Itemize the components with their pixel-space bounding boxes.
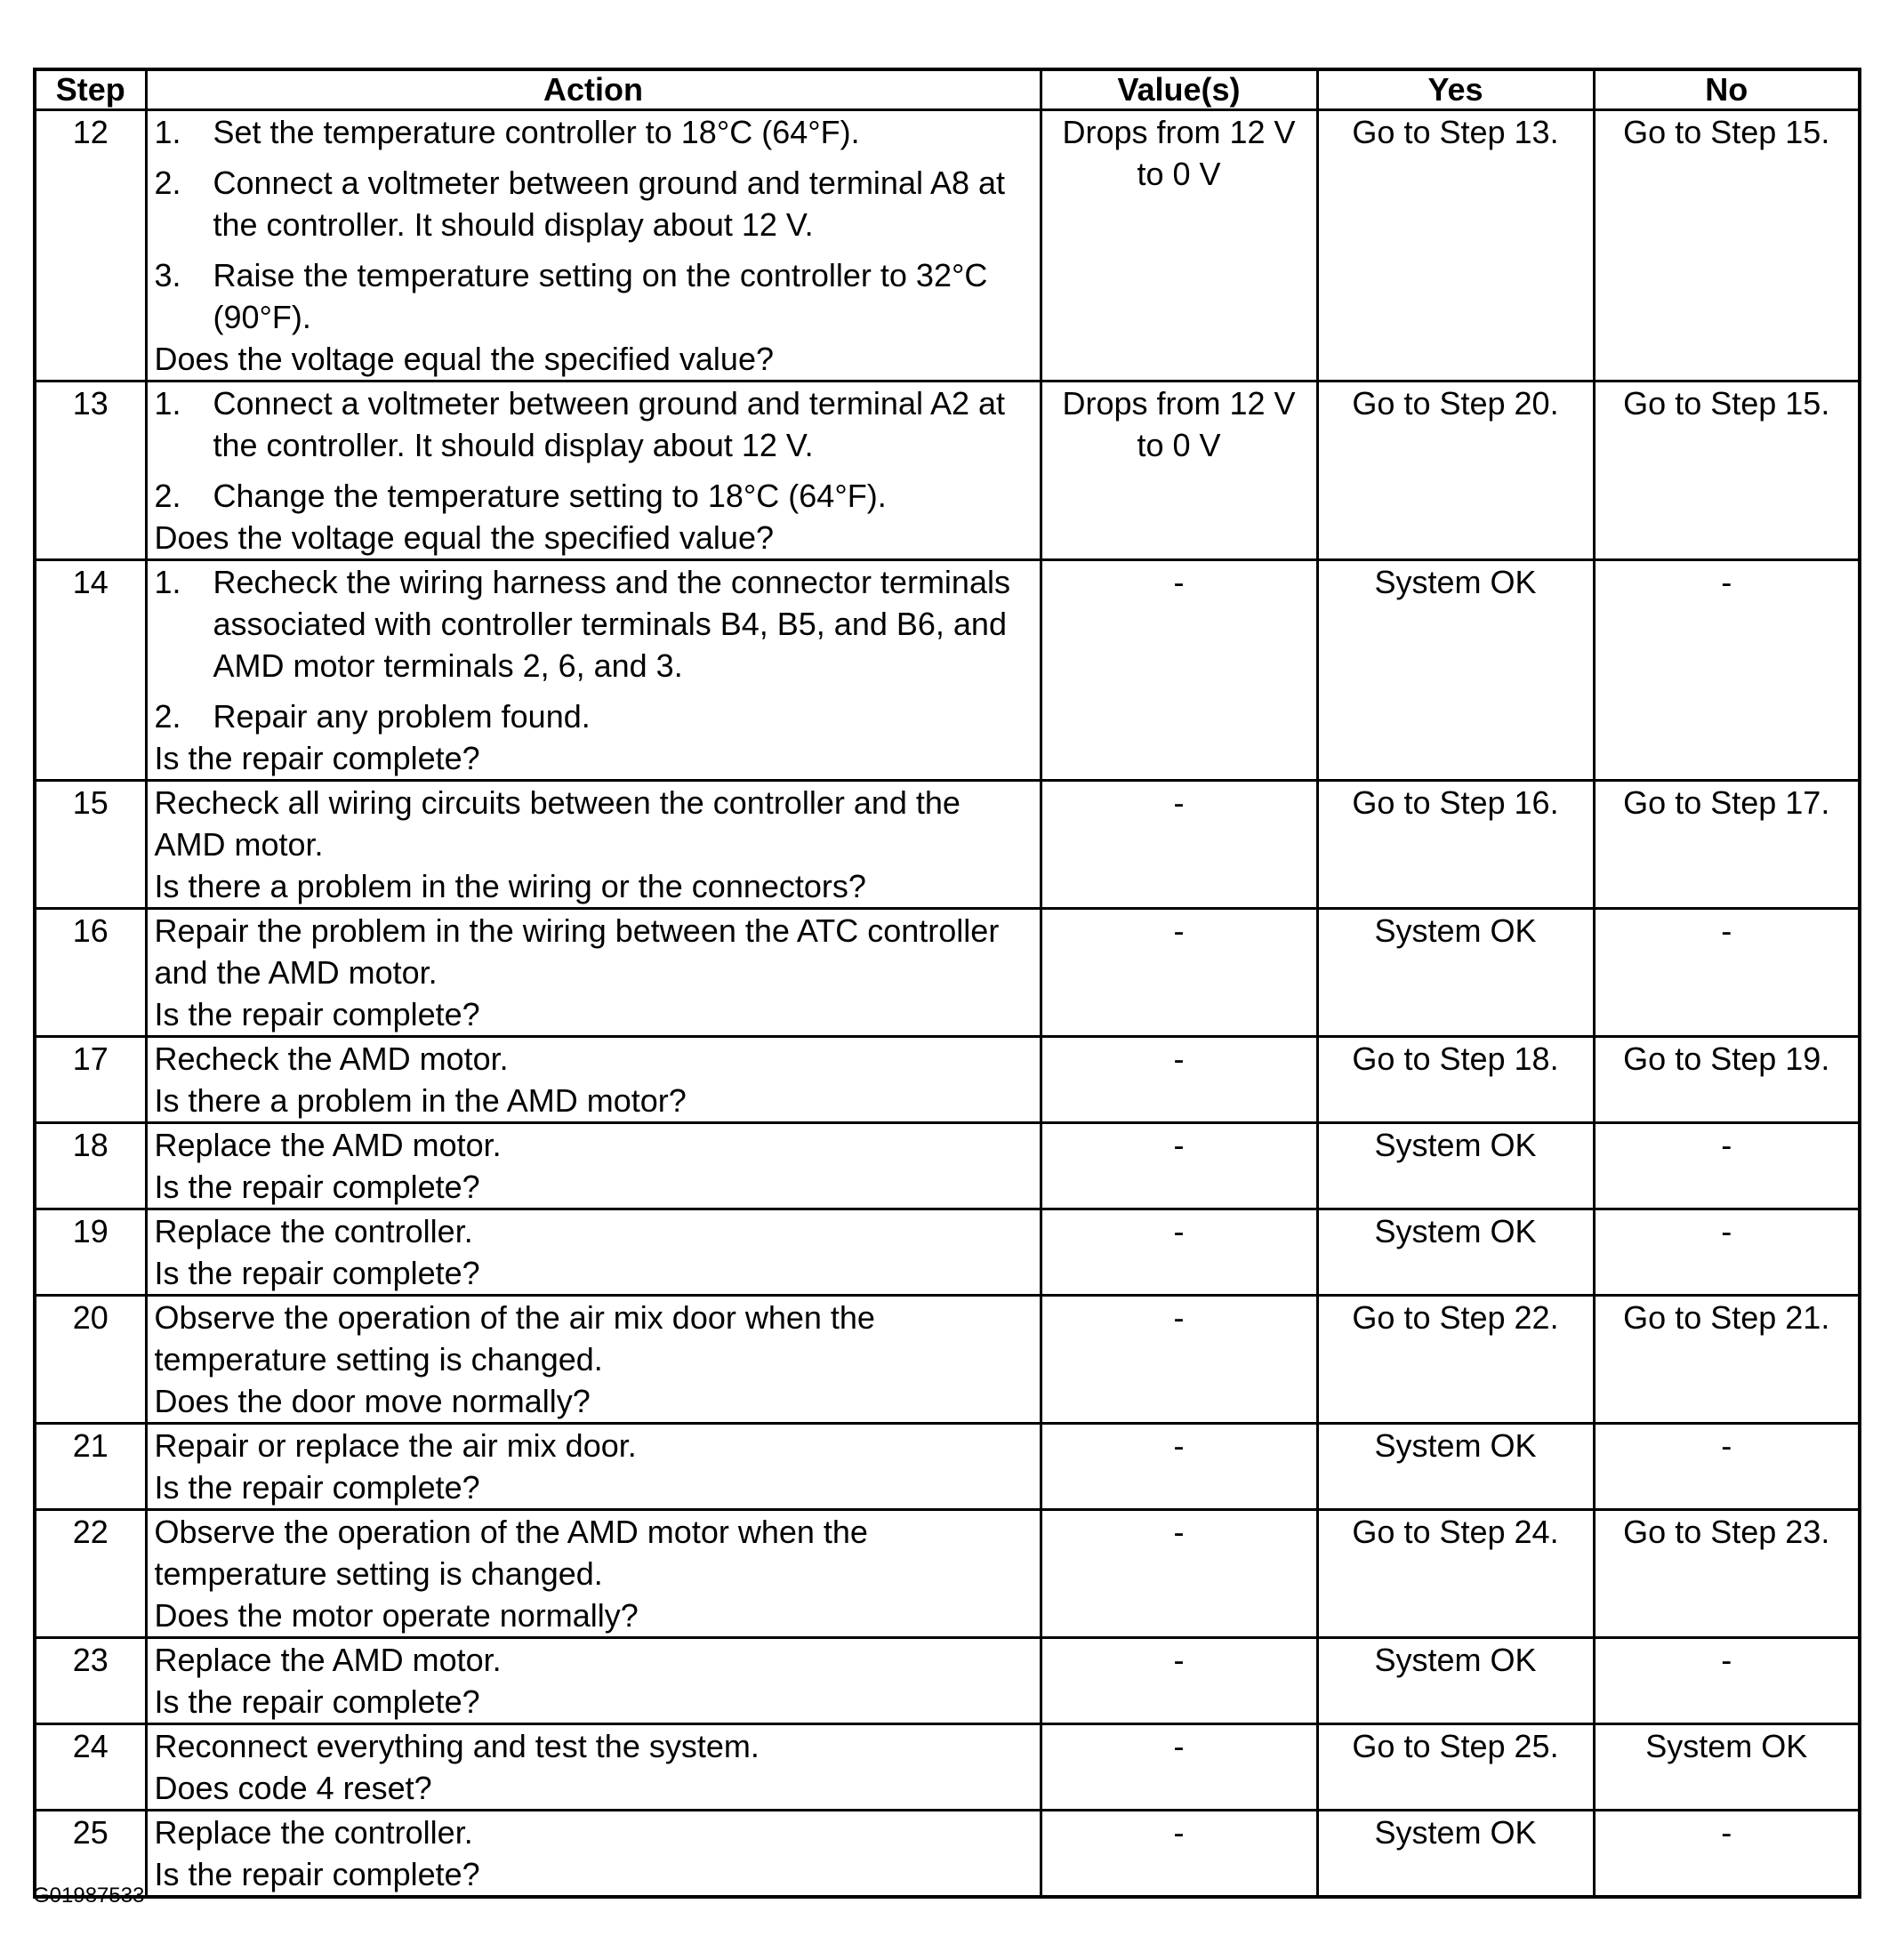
step-number: 18 — [35, 1123, 146, 1209]
action-text: Replace the AMD motor. — [154, 1127, 502, 1163]
yes-cell: System OK — [1317, 1638, 1594, 1724]
table-row — [35, 382, 1860, 560]
substep — [155, 162, 1033, 245]
header-step: Step — [35, 69, 146, 110]
action-cell — [146, 781, 1041, 909]
action-text: Recheck all wiring circuits between the controller and the AMD motor. — [154, 784, 961, 863]
header-action: Action — [146, 69, 1041, 110]
substep — [155, 382, 1033, 466]
value-cell: - — [1041, 1638, 1317, 1724]
step-number: 22 — [35, 1510, 146, 1638]
action-text: Repair or replace the air mix door. — [154, 1427, 637, 1464]
substep-text: Change the temperature setting to 18°C (64°F). — [213, 478, 887, 514]
yes-cell: Go to Step 22. — [1317, 1296, 1594, 1424]
no-cell: Go to Step 15. — [1594, 382, 1860, 560]
yes-cell: Go to Step 24. — [1317, 1510, 1594, 1638]
action-text: Reconnect everything and test the system. — [154, 1728, 760, 1764]
substep-text: Connect a voltmeter between ground and terminal A8 at the controller. It should display about 12 V. — [213, 165, 1006, 243]
no-cell: - — [1594, 1811, 1860, 1898]
step-number: 12 — [35, 110, 146, 382]
no-cell: - — [1594, 909, 1860, 1037]
step-number: 24 — [35, 1724, 146, 1811]
value-cell: - — [1041, 1724, 1317, 1811]
no-cell: Go to Step 15. — [1594, 110, 1860, 382]
substep-number: 2. — [154, 165, 181, 201]
action-question: Does the voltage equal the specified value? — [154, 519, 774, 556]
step-number: 14 — [35, 560, 146, 781]
substep — [155, 254, 1033, 338]
action-text: Replace the controller. — [154, 1814, 473, 1851]
value-cell: Drops from 12 V to 0 V — [1041, 110, 1317, 382]
value-cell: - — [1041, 560, 1317, 781]
yes-cell: System OK — [1317, 1209, 1594, 1296]
table-row — [35, 1811, 1860, 1898]
step-number: 16 — [35, 909, 146, 1037]
yes-cell: System OK — [1317, 909, 1594, 1037]
table-row — [35, 909, 1860, 1037]
action-question: Is there a problem in the wiring or the connectors? — [154, 868, 866, 904]
table-row — [35, 1209, 1860, 1296]
value-cell: Drops from 12 V to 0 V — [1041, 382, 1317, 560]
value-cell: - — [1041, 1123, 1317, 1209]
action-question: Is the repair complete? — [154, 740, 480, 776]
action-cell — [146, 1037, 1041, 1123]
action-cell — [146, 909, 1041, 1037]
substep-list — [155, 561, 1033, 737]
step-number: 23 — [35, 1638, 146, 1724]
diagnostic-table — [33, 68, 1861, 1899]
table-row — [35, 1123, 1860, 1209]
table-row — [35, 1724, 1860, 1811]
action-cell — [146, 1424, 1041, 1510]
action-cell — [146, 110, 1041, 382]
step-number: 17 — [35, 1037, 146, 1123]
figure-id: G01987533 — [33, 1884, 145, 1908]
no-cell: Go to Step 21. — [1594, 1296, 1860, 1424]
table-row — [35, 1296, 1860, 1424]
header-yes: Yes — [1317, 69, 1594, 110]
table-row — [35, 781, 1860, 909]
value-cell: - — [1041, 1296, 1317, 1424]
no-cell: System OK — [1594, 1724, 1860, 1811]
no-cell: - — [1594, 560, 1860, 781]
yes-cell: System OK — [1317, 1424, 1594, 1510]
substep-number: 2. — [154, 478, 181, 514]
substep-number: 2. — [154, 698, 181, 735]
substep-text: Recheck the wiring harness and the connector terminals associated with controller terminals B4, B5, and B6, and AMD motor terminals 2, 6, and 3. — [213, 564, 1010, 684]
substep-list — [155, 382, 1033, 517]
substep — [155, 475, 1033, 517]
action-text: Replace the AMD motor. — [154, 1642, 502, 1678]
action-cell — [146, 1296, 1041, 1424]
substep-list — [155, 111, 1033, 338]
action-text: Observe the operation of the AMD motor when the temperature setting is changed. — [154, 1514, 868, 1592]
action-question: Is the repair complete? — [154, 1469, 480, 1506]
action-text: Repair the problem in the wiring between the ATC controller and the AMD motor. — [154, 912, 1000, 991]
substep-number: 1. — [154, 114, 181, 150]
substep-number: 3. — [154, 257, 181, 293]
no-cell: Go to Step 19. — [1594, 1037, 1860, 1123]
no-cell: - — [1594, 1123, 1860, 1209]
substep-text: Set the temperature controller to 18°C (64°F). — [213, 114, 860, 150]
substep-text: Raise the temperature setting on the controller to 32°C (90°F). — [213, 257, 988, 335]
value-cell: - — [1041, 1510, 1317, 1638]
table-row — [35, 560, 1860, 781]
no-cell: Go to Step 17. — [1594, 781, 1860, 909]
substep — [155, 561, 1033, 687]
action-text: Replace the controller. — [154, 1213, 473, 1249]
no-cell: - — [1594, 1424, 1860, 1510]
action-question: Is the repair complete? — [154, 1683, 480, 1720]
action-question: Does the motor operate normally? — [154, 1597, 639, 1634]
substep — [155, 111, 1033, 153]
action-cell — [146, 1209, 1041, 1296]
action-cell — [146, 382, 1041, 560]
header-row — [35, 69, 1860, 110]
yes-cell: System OK — [1317, 1811, 1594, 1898]
step-number: 13 — [35, 382, 146, 560]
value-cell: - — [1041, 909, 1317, 1037]
substep-text: Repair any problem found. — [213, 698, 591, 735]
action-cell — [146, 1510, 1041, 1638]
value-cell: - — [1041, 781, 1317, 909]
substep-number: 1. — [154, 564, 181, 600]
value-cell: - — [1041, 1037, 1317, 1123]
table-row — [35, 1424, 1860, 1510]
value-cell: - — [1041, 1811, 1317, 1898]
substep-text: Connect a voltmeter between ground and terminal A2 at the controller. It should display about 12 V. — [213, 385, 1006, 463]
table-row — [35, 1638, 1860, 1724]
action-question: Is the repair complete? — [154, 1856, 480, 1892]
action-cell — [146, 1811, 1041, 1898]
action-text: Recheck the AMD motor. — [154, 1040, 509, 1077]
yes-cell: Go to Step 18. — [1317, 1037, 1594, 1123]
action-cell — [146, 1638, 1041, 1724]
table-body — [35, 110, 1860, 1898]
no-cell: - — [1594, 1209, 1860, 1296]
step-number: 21 — [35, 1424, 146, 1510]
yes-cell: Go to Step 16. — [1317, 781, 1594, 909]
yes-cell: Go to Step 20. — [1317, 382, 1594, 560]
yes-cell: Go to Step 25. — [1317, 1724, 1594, 1811]
action-question: Is the repair complete? — [154, 1255, 480, 1291]
action-cell — [146, 1724, 1041, 1811]
action-question: Does the door move normally? — [154, 1383, 591, 1419]
step-number: 25 — [35, 1811, 146, 1898]
table-row — [35, 110, 1860, 382]
value-cell: - — [1041, 1424, 1317, 1510]
no-cell: Go to Step 23. — [1594, 1510, 1860, 1638]
yes-cell: Go to Step 13. — [1317, 110, 1594, 382]
yes-cell: System OK — [1317, 1123, 1594, 1209]
action-question: Does the voltage equal the specified value? — [154, 341, 774, 377]
action-question: Does code 4 reset? — [154, 1770, 432, 1806]
step-number: 19 — [35, 1209, 146, 1296]
header-no: No — [1594, 69, 1860, 110]
substep-number: 1. — [154, 385, 181, 422]
yes-cell: System OK — [1317, 560, 1594, 781]
header-values: Value(s) — [1041, 69, 1317, 110]
action-question: Is the repair complete? — [154, 996, 480, 1032]
table-row — [35, 1510, 1860, 1638]
action-question: Is the repair complete? — [154, 1169, 480, 1205]
value-cell: - — [1041, 1209, 1317, 1296]
action-text: Observe the operation of the air mix door when the temperature setting is changed. — [154, 1299, 875, 1378]
step-number: 20 — [35, 1296, 146, 1424]
table-row — [35, 1037, 1860, 1123]
action-question: Is there a problem in the AMD motor? — [154, 1082, 687, 1119]
no-cell: - — [1594, 1638, 1860, 1724]
action-cell — [146, 560, 1041, 781]
action-cell — [146, 1123, 1041, 1209]
step-number: 15 — [35, 781, 146, 909]
substep — [155, 695, 1033, 737]
